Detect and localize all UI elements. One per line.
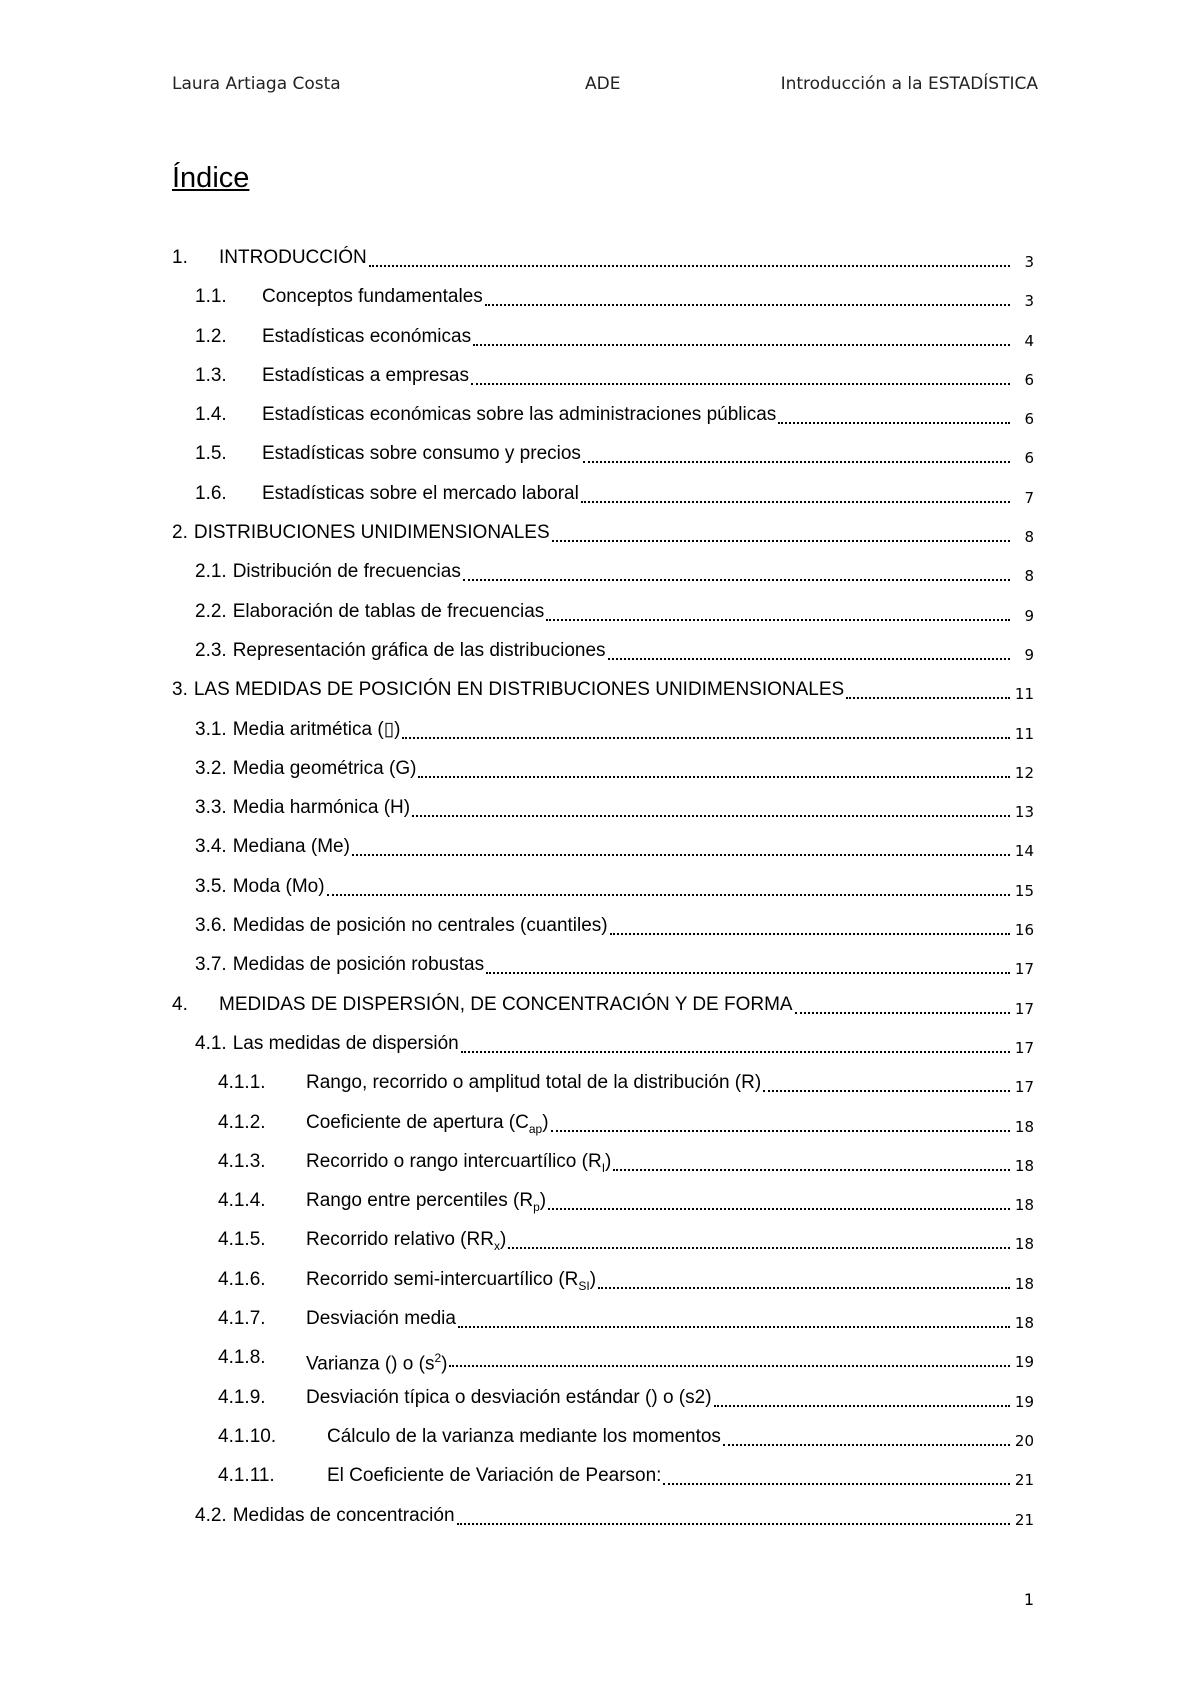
toc-entry-number: 2.2.: [195, 600, 227, 622]
toc-entry-label: [233, 718, 401, 742]
toc-dot-leader: [610, 914, 1010, 935]
toc-entry-subscript: p: [533, 1199, 540, 1214]
toc-dot-leader: [723, 1425, 1010, 1446]
toc-entry[interactable]: [172, 1189, 1034, 1228]
toc-entry[interactable]: [172, 364, 1034, 403]
toc-title: Índice: [172, 162, 250, 194]
toc-entry-label-text: Rango entre percentiles (R: [306, 1190, 534, 1212]
toc-entry-label: [306, 1150, 611, 1180]
toc-entry-label: [219, 993, 793, 1017]
toc-entry-number: 4.1.9.: [218, 1386, 266, 1408]
toc-dot-leader: [369, 246, 1010, 267]
toc-entry-label: [233, 796, 410, 820]
toc-entry-number: 4.1.11.: [218, 1465, 275, 1487]
toc-dot-leader: [581, 482, 1010, 503]
toc-entry-number: 2.1.: [195, 561, 227, 583]
toc-entry-number: 4.1.5.: [218, 1229, 266, 1251]
toc-entry[interactable]: [172, 1111, 1034, 1150]
header-subject: Introducción a la ESTADÍSTICA: [780, 74, 1038, 94]
toc-entry-label: [262, 325, 471, 349]
toc-dot-leader: [598, 1268, 1010, 1289]
toc-entry-label: [306, 1268, 596, 1298]
toc-entry-page: 17: [1014, 1078, 1034, 1097]
toc-entry-label-text: MEDIDAS DE DISPERSIÓN, DE CONCENTRACIÓN Y DE FORMA: [219, 993, 793, 1015]
toc-entry-label-text: Elaboración de tablas de frecuencias: [232, 600, 545, 622]
toc-entry-label-suffix: ): [441, 1353, 448, 1375]
toc-entry[interactable]: [172, 285, 1034, 324]
table-of-contents: [172, 246, 1034, 1543]
toc-entry-number: 4.1.1.: [218, 1072, 266, 1094]
toc-entry-page: 12: [1014, 763, 1034, 782]
toc-entry-label: [233, 639, 606, 663]
toc-entry-label-suffix: ): [539, 1190, 547, 1212]
toc-entry-label-text: Recorrido relativo (RR: [306, 1229, 494, 1251]
toc-entry-page: 20: [1014, 1431, 1034, 1450]
toc-entry-label-text: Moda (Mo): [232, 875, 325, 897]
toc-entry-number: 1.3.: [195, 364, 227, 386]
toc-entry-number: 3.: [172, 679, 188, 701]
toc-entry-label-text: Desviación típica o desviación estándar () o (s2): [306, 1386, 712, 1408]
toc-entry-label-text: Recorrido o rango intercuartílico (R: [306, 1150, 602, 1172]
toc-entry-page: 6: [1024, 410, 1034, 429]
toc-entry-label-text: Media harmónica (H): [232, 797, 411, 819]
toc-dot-leader: [458, 1307, 1010, 1328]
toc-entry-page: 21: [1014, 1510, 1034, 1529]
toc-dot-leader: [714, 1386, 1010, 1407]
toc-entry-superscript: 2: [434, 1351, 442, 1366]
toc-entry-number: 4.1.2.: [218, 1111, 266, 1133]
toc-entry-label-text: Recorrido semi-intercuartílico (R: [306, 1268, 579, 1290]
toc-entry-number: 4.1.10.: [218, 1425, 277, 1447]
toc-entry-subscript: I: [601, 1160, 606, 1175]
toc-entry-label: [306, 1111, 549, 1141]
toc-entry[interactable]: [172, 1150, 1034, 1189]
toc-entry-page: 11: [1014, 724, 1034, 743]
toc-entry[interactable]: [172, 875, 1034, 914]
toc-entry-number: 1.: [172, 247, 188, 268]
toc-entry-number: 4.1.3.: [218, 1150, 266, 1172]
toc-entry-label-text: Media aritmética (▯): [232, 718, 401, 740]
toc-entry-label-text: Estadísticas económicas sobre las administraciones públicas: [262, 404, 777, 426]
toc-dot-leader: [663, 1464, 1010, 1485]
toc-entry-number: 1.2.: [195, 325, 227, 347]
toc-entry[interactable]: [172, 246, 1034, 285]
toc-entry-number: 4.: [172, 993, 188, 1015]
toc-entry-label: [262, 442, 581, 466]
toc-entry-page: 16: [1014, 921, 1034, 940]
toc-dot-leader: [846, 678, 1010, 699]
toc-entry-number: 1.1.: [195, 286, 227, 308]
toc-entry-label-text: Desviación media: [306, 1308, 456, 1330]
toc-entry-page: 18: [1014, 1235, 1034, 1254]
toc-dot-leader: [763, 1071, 1010, 1092]
toc-entry[interactable]: [172, 1346, 1034, 1385]
toc-dot-leader: [551, 1111, 1010, 1132]
toc-entry[interactable]: [172, 1464, 1034, 1503]
toc-entry-number: 4.1.7.: [218, 1308, 266, 1330]
toc-entry-label: [233, 835, 350, 859]
toc-entry-label: [233, 953, 484, 977]
toc-entry-label: [306, 1386, 712, 1410]
toc-entry-label-text: Rango, recorrido o amplitud total de la distribución (R): [306, 1072, 762, 1094]
toc-entry-label-text: Medidas de posición no centrales (cuantiles): [232, 915, 608, 937]
toc-entry[interactable]: [172, 1425, 1034, 1464]
toc-dot-leader: [485, 285, 1010, 306]
toc-entry[interactable]: [172, 757, 1034, 796]
toc-entry-number: 4.1.: [195, 1032, 227, 1054]
toc-dot-leader: [486, 953, 1010, 974]
toc-entry-label: [233, 1032, 459, 1056]
toc-entry-label-text: Estadísticas sobre consumo y precios: [262, 443, 581, 465]
toc-entry-page: 11: [1014, 685, 1034, 704]
toc-entry-page: 19: [1014, 1392, 1034, 1411]
toc-entry-label: [327, 1464, 661, 1488]
toc-dot-leader: [548, 1189, 1010, 1210]
toc-entry[interactable]: [172, 1268, 1034, 1307]
toc-dot-leader: [795, 993, 1010, 1014]
toc-dot-leader: [402, 718, 1010, 739]
toc-entry-page: 18: [1014, 1196, 1034, 1215]
toc-entry-number: 1.5.: [195, 443, 227, 465]
toc-dot-leader: [352, 835, 1010, 856]
toc-entry-number: 3.6.: [195, 915, 227, 937]
toc-entry-page: 9: [1024, 606, 1034, 625]
toc-entry-number: 1.6.: [195, 482, 227, 504]
toc-entry-number: 4.1.6.: [218, 1268, 266, 1290]
toc-entry-label: [262, 403, 776, 427]
toc-entry[interactable]: [172, 1504, 1034, 1543]
toc-entry-label-text: INTRODUCCIÓN: [219, 247, 367, 268]
toc-entry-number: 3.2.: [195, 757, 227, 779]
toc-entry[interactable]: [172, 521, 1034, 560]
toc-entry-page: 21: [1014, 1471, 1034, 1490]
toc-entry-label: [233, 560, 461, 584]
toc-entry[interactable]: [172, 1032, 1034, 1071]
toc-entry-label: [306, 1228, 506, 1258]
toc-entry-page: 18: [1014, 1314, 1034, 1333]
toc-entry-page: 9: [1024, 645, 1034, 664]
toc-entry-page: 4: [1024, 331, 1034, 350]
toc-entry[interactable]: [172, 1307, 1034, 1346]
toc-entry-page: 6: [1024, 370, 1034, 389]
toc-entry-label-text: Las medidas de dispersión: [232, 1032, 459, 1054]
toc-entry-page: 17: [1014, 1038, 1034, 1057]
toc-entry-label: [306, 1189, 546, 1219]
toc-entry-number: 3.5.: [195, 875, 227, 897]
toc-entry-label: [233, 1504, 455, 1528]
toc-entry-label-text: El Coeficiente de Variación de Pearson:: [327, 1465, 662, 1487]
toc-dot-leader: [449, 1346, 1010, 1367]
toc-entry-label-suffix: ): [499, 1229, 507, 1251]
toc-entry[interactable]: [172, 678, 1034, 717]
toc-entry-number: 4.1.4.: [218, 1190, 266, 1212]
toc-entry-page: 18: [1014, 1156, 1034, 1175]
header-author: Laura Artiaga Costa: [172, 74, 341, 94]
toc-entry-page: 8: [1024, 567, 1034, 586]
toc-entry-label: [219, 246, 367, 270]
toc-entry-label-text: Representación gráfica de las distribuciones: [232, 639, 606, 661]
toc-entry-number: 3.3.: [195, 797, 227, 819]
toc-entry[interactable]: [172, 1071, 1034, 1110]
toc-entry-label-text: Medidas de posición robustas: [232, 954, 485, 976]
toc-entry-number: 3.1.: [195, 718, 227, 740]
toc-dot-leader: [546, 600, 1010, 621]
toc-dot-leader: [473, 325, 1010, 346]
toc-entry-label: [233, 600, 545, 624]
toc-entry-label-text: DISTRIBUCIONES UNIDIMENSIONALES: [193, 522, 550, 544]
toc-entry-label-text: Varianza () o (s: [306, 1353, 435, 1375]
toc-dot-leader: [508, 1228, 1010, 1249]
toc-entry-page: 15: [1014, 881, 1034, 900]
header-course: ADE: [585, 74, 621, 94]
toc-dot-leader: [613, 1150, 1010, 1171]
toc-entry-label-text: Mediana (Me): [232, 836, 350, 858]
toc-entry[interactable]: [172, 560, 1034, 599]
toc-entry-page: 13: [1014, 803, 1034, 822]
toc-entry[interactable]: [172, 718, 1034, 757]
toc-entry-label-text: Estadísticas a empresas: [262, 364, 469, 386]
toc-entry-label: [262, 364, 469, 388]
toc-entry[interactable]: [172, 1386, 1034, 1425]
toc-entry-label: [194, 678, 844, 702]
toc-dot-leader: [461, 1032, 1010, 1053]
toc-dot-leader: [457, 1504, 1010, 1525]
toc-entry-page: 17: [1014, 999, 1034, 1018]
toc-entry-page: 8: [1024, 528, 1034, 547]
toc-entry[interactable]: [172, 796, 1034, 835]
toc-dot-leader: [327, 875, 1010, 896]
toc-entry-page: 18: [1014, 1274, 1034, 1293]
toc-entry-label: [233, 914, 608, 938]
toc-entry-subscript: ap: [528, 1121, 543, 1136]
toc-entry-number: 4.1.8.: [218, 1347, 266, 1369]
toc-dot-leader: [778, 403, 1010, 424]
toc-entry-number: 1.4.: [195, 404, 227, 426]
toc-entry-label-text: Conceptos fundamentales: [262, 286, 483, 308]
toc-entry-label-text: Media geométrica (G): [232, 757, 417, 779]
toc-entry-label: [233, 757, 417, 781]
toc-entry[interactable]: [172, 600, 1034, 639]
toc-entry-page: 17: [1014, 960, 1034, 979]
toc-entry-number: 2.: [172, 522, 188, 544]
toc-entry-label: [262, 482, 579, 506]
toc-entry-page: 18: [1014, 1117, 1034, 1136]
toc-entry-number: 2.3.: [195, 639, 227, 661]
toc-entry-label: [306, 1307, 456, 1331]
toc-entry-number: 3.7.: [195, 954, 227, 976]
toc-entry[interactable]: [172, 639, 1034, 678]
toc-entry-label-text: Medidas de concentración: [232, 1504, 455, 1526]
page-header: [172, 74, 1038, 102]
toc-entry-label-text: LAS MEDIDAS DE POSICIÓN EN DISTRIBUCIONES UNIDIMENSIONALES: [193, 679, 845, 701]
toc-dot-leader: [471, 364, 1010, 385]
toc-entry-label-text: Coeficiente de apertura (C: [306, 1111, 529, 1133]
toc-dot-leader: [412, 796, 1010, 817]
toc-entry-page: 7: [1024, 488, 1034, 507]
toc-entry-label: [194, 521, 550, 545]
toc-entry[interactable]: [172, 325, 1034, 364]
toc-entry[interactable]: [172, 993, 1034, 1032]
toc-entry-label: [306, 1071, 761, 1095]
toc-entry[interactable]: [172, 953, 1034, 992]
toc-entry-page: 3: [1024, 292, 1034, 311]
toc-dot-leader: [418, 757, 1010, 778]
toc-entry[interactable]: [172, 1228, 1034, 1267]
toc-entry-label-suffix: ): [589, 1268, 597, 1290]
toc-dot-leader: [608, 639, 1010, 660]
toc-entry[interactable]: [172, 403, 1034, 442]
toc-entry-subscript: SI: [578, 1278, 590, 1293]
toc-entry-page: 6: [1024, 449, 1034, 468]
toc-entry-label-text: Distribución de frecuencias: [232, 561, 461, 583]
toc-entry-label: [327, 1425, 721, 1449]
toc-entry-number: 4.2.: [195, 1504, 227, 1526]
toc-entry-number: 3.4.: [195, 836, 227, 858]
toc-entry-label: [262, 285, 483, 309]
toc-entry-page: 19: [1014, 1353, 1034, 1372]
toc-entry-label: [306, 1346, 447, 1376]
toc-entry-label-suffix: ): [605, 1150, 612, 1172]
toc-entry[interactable]: [172, 914, 1034, 953]
toc-dot-leader: [552, 521, 1010, 542]
toc-entry-label: [233, 875, 325, 899]
toc-dot-leader: [583, 442, 1010, 463]
toc-entry-label-text: Estadísticas sobre el mercado laboral: [262, 482, 579, 504]
toc-entry[interactable]: [172, 442, 1034, 481]
page-number: 1: [1023, 1590, 1034, 1609]
toc-entry-page: 3: [1024, 253, 1034, 271]
toc-entry[interactable]: [172, 835, 1034, 874]
toc-entry-label-text: Estadísticas económicas: [262, 325, 472, 347]
toc-entry-subscript: x: [493, 1239, 500, 1254]
toc-entry-label-text: Cálculo de la varianza mediante los momentos: [327, 1425, 721, 1447]
toc-entry-page: 14: [1014, 842, 1034, 861]
toc-entry[interactable]: [172, 482, 1034, 521]
toc-dot-leader: [463, 560, 1010, 581]
toc-entry-label-suffix: ): [542, 1111, 549, 1133]
